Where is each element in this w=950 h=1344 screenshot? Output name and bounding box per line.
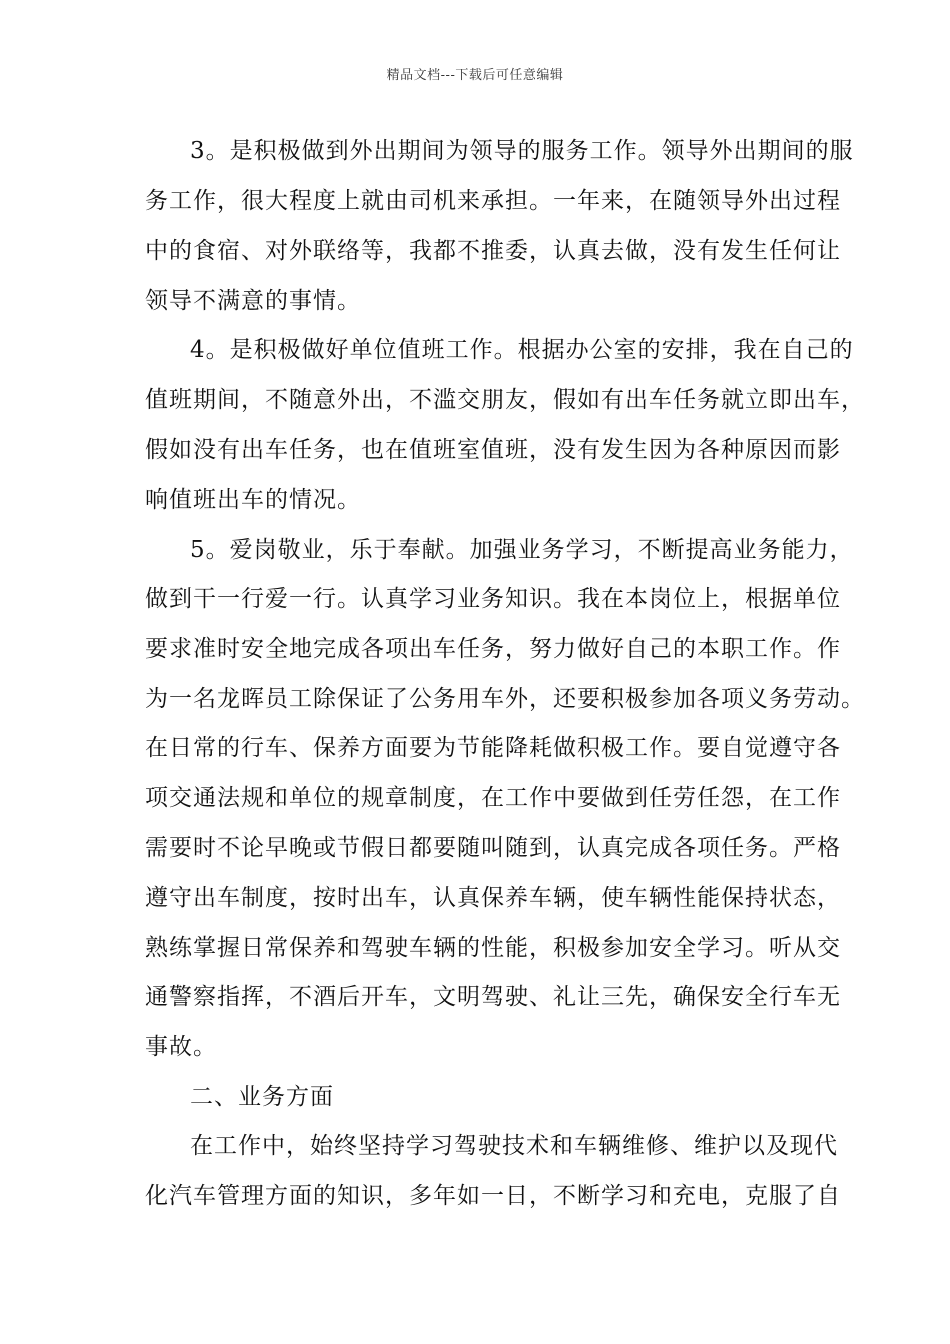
text-line: 假如没有出车任务，也在值班室值班，没有发生因为各种原因而影 [145,437,841,463]
text-line: 务工作，很大程度上就由司机来承担。一年来，在随领导外出过程 [145,188,841,214]
text-line: 要求准时安全地完成各项出车任务，努力做好自己的本职工作。作 [145,636,841,662]
text-line: 领导不满意的事情。 [145,288,361,314]
text-line: 需要时不论早晚或节假日都要随叫随到，认真完成各项任务。严格 [145,835,841,861]
text-line: 做到干一行爱一行。认真学习业务知识。我在本岗位上，根据单位 [145,586,841,612]
text-line: 项交通法规和单位的规章制度，在工作中要做到任劳任怨，在工作 [145,785,841,811]
text-line: 5。爱岗敬业，乐于奉献。加强业务学习，不断提高业务能力， [190,537,854,563]
text-line: 通警察指挥，不酒后开车，文明驾驶、礼让三先，确保安全行车无 [145,984,841,1010]
text-line: 化汽车管理方面的知识，多年如一日，不断学习和充电，克服了自 [145,1183,841,1209]
text-line: 事故。 [145,1034,217,1060]
text-line: 4。是积极做好单位值班工作。根据办公室的安排，我在自己的 [190,337,854,363]
text-line: 为一名龙晖员工除保证了公务用车外，还要积极参加各项义务劳动。 [145,686,865,712]
text-line: 中的食宿、对外联络等，我都不推委，认真去做，没有发生任何让 [145,238,841,264]
text-line: 遵守出车制度，按时出车，认真保养车辆，使车辆性能保持状态， [145,885,841,911]
text-line: 响值班出车的情况。 [145,487,361,513]
text-line: 在工作中，始终坚持学习驾驶技术和车辆维修、维护以及现代 [190,1133,838,1159]
text-line: 在日常的行车、保养方面要为节能降耗做积极工作。要自觉遵守各 [145,735,841,761]
section-heading: 二、业务方面 [190,1084,334,1110]
text-line: 熟练掌握日常保养和驾驶车辆的性能，积极参加安全学习。听从交 [145,935,841,961]
text-line: 值班期间，不随意外出，不滥交朋友，假如有出车任务就立即出车， [145,387,865,413]
text-line: 3。是积极做到外出期间为领导的服务工作。领导外出期间的服 [190,138,854,164]
page-header: 精品文档---下载后可任意编辑 [386,68,564,83]
